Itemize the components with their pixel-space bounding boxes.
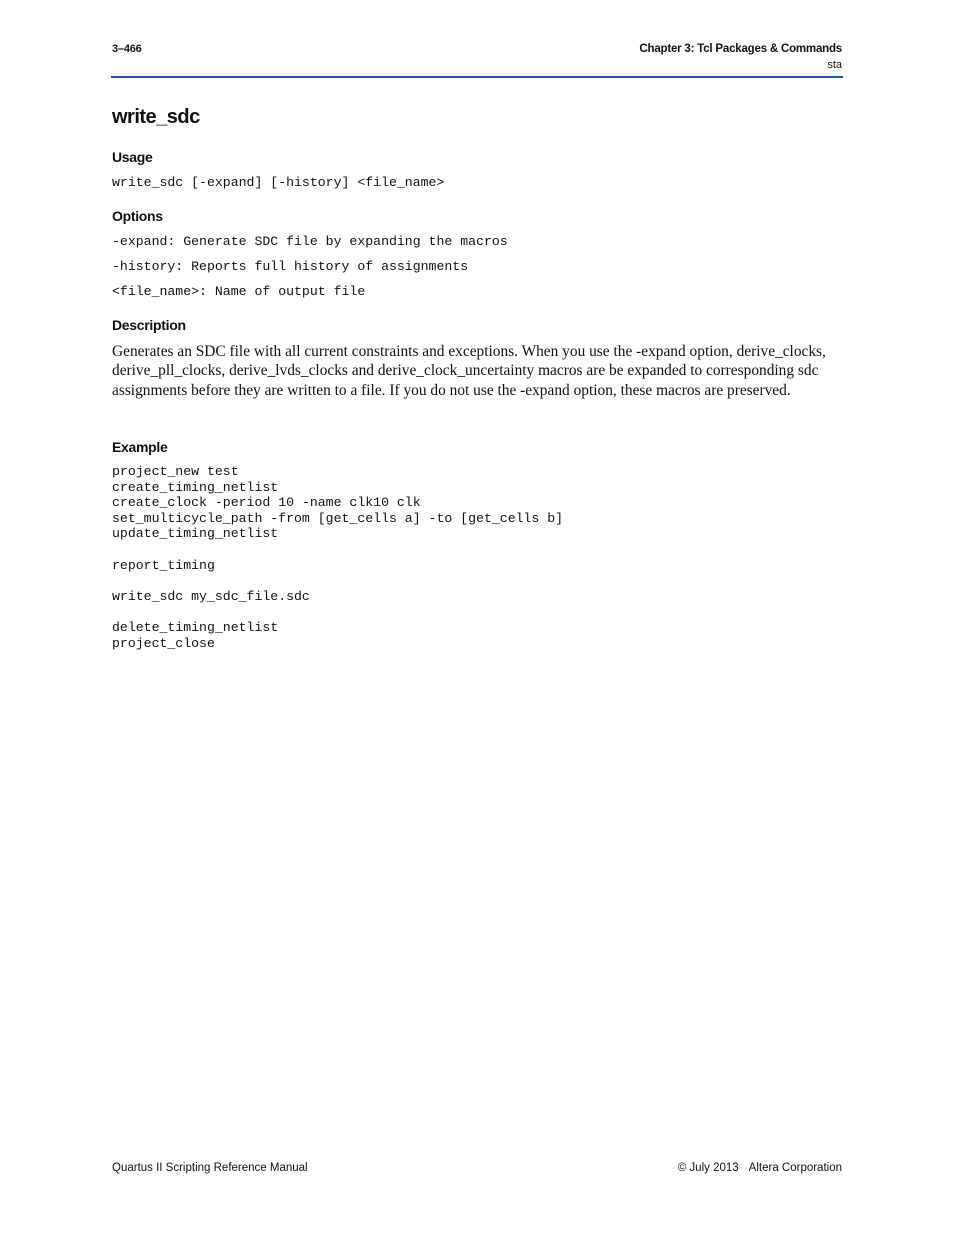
usage-heading: Usage: [112, 149, 153, 165]
footer-right: [678, 1162, 842, 1174]
section-name: sta: [827, 59, 842, 71]
example-code: project_new test create_timing_netlist create_clock -period 10 -name clk10 clk set_multicycle_path -from [get_cells a] -to [get_cells b] update_timing_netlist report_timing write_sdc my_sdc_file.sdc delete_timing_netlist project_close: [112, 464, 564, 651]
description-text: Generates an SDC file with all current constraints and exceptions. When you use the -expand option, derive_clocks, derive_pll_clocks, derive_lvds_clocks and derive_clock_uncertainty macros are be expanded to corresponding sdc assignments before they are written to a file. If you do not use the -expand option, these macros are preserved.: [112, 343, 826, 399]
footer-company: Altera Corporation: [748, 1162, 842, 1174]
option-history: -history: Reports full history of assignments: [112, 259, 469, 274]
description-heading: Description: [112, 317, 186, 333]
footer-date: © July 2013: [677, 1162, 739, 1174]
option-file-name: <file_name>: Name of output file: [112, 284, 366, 299]
chapter-title: Chapter 3: Tcl Packages & Commands: [639, 43, 842, 55]
command-title: write_sdc: [112, 106, 200, 128]
usage-syntax: write_sdc [-expand] [-history] <file_name>: [112, 175, 445, 190]
footer-manual-title: Quartus II Scripting Reference Manual: [112, 1162, 308, 1174]
header-rule: [111, 76, 843, 78]
page-number: 3–466: [112, 43, 142, 55]
option-expand: -expand: Generate SDC file by expanding the macros: [112, 234, 508, 249]
example-heading: Example: [112, 439, 168, 455]
options-heading: Options: [112, 208, 163, 224]
